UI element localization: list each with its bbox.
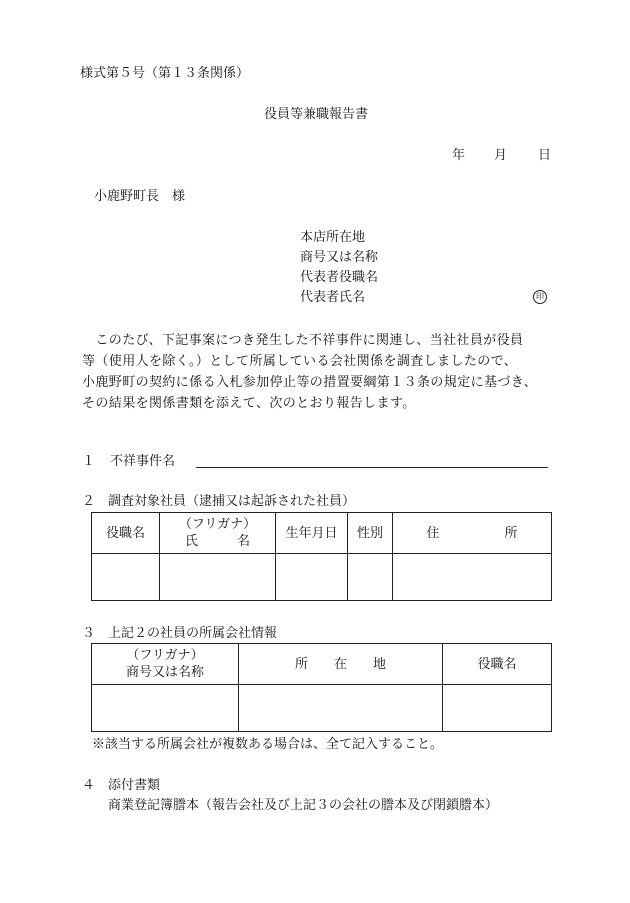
col-trade-name-label: 商号又は名称 bbox=[125, 665, 204, 680]
cell-address[interactable] bbox=[393, 554, 552, 601]
body-line: 小鹿野町の契約に係る入札参加停止等の措置要綱第１３条の規定に基づき、 bbox=[82, 375, 538, 390]
incident-name-line[interactable] bbox=[196, 467, 548, 468]
rep-title-label: 代表者役職名 bbox=[300, 270, 379, 285]
section1-label: 不祥事件名 bbox=[110, 454, 176, 469]
body-line: 等（使用人を除く。）として所属している会社関係を調査しましたので、 bbox=[82, 354, 518, 369]
body-line: このたび、下記事案につき発生した不祥事件に関連し、当社社員が役員 bbox=[82, 333, 524, 348]
col-name bbox=[160, 513, 276, 554]
section4-content: 商業登記簿謄本（報告会社及び上記３の会社の謄本及び閉鎖謄本） bbox=[108, 798, 499, 813]
section3-heading: ３ 上記２の社員の所属会社情報 bbox=[82, 626, 278, 641]
trade-name-label: 商号又は名称 bbox=[300, 250, 379, 265]
col-address: 住 所 bbox=[393, 513, 552, 554]
col-location: 所 在 地 bbox=[239, 644, 443, 685]
col-trade-name bbox=[92, 644, 239, 685]
col-position: 役職名 bbox=[92, 513, 160, 554]
head-office-label: 本店所在地 bbox=[300, 230, 366, 245]
cell-name[interactable] bbox=[160, 554, 276, 601]
col-trade-name-furigana: （フリガナ） bbox=[126, 648, 204, 663]
document-title: 役員等兼職報告書 bbox=[264, 107, 369, 122]
body-line: その結果を関係書類を添えて、次のとおり報告します。 bbox=[82, 396, 416, 411]
col-birthdate: 生年月日 bbox=[276, 513, 348, 554]
report-body bbox=[82, 330, 562, 414]
section4-heading: ４ 添付書類 bbox=[82, 778, 161, 793]
date-day: 日 bbox=[538, 148, 552, 163]
form-number: 様式第５号（第１３条関係） bbox=[80, 66, 250, 81]
cell-birthdate[interactable] bbox=[276, 554, 348, 601]
col-company-position: 役職名 bbox=[443, 644, 552, 685]
col-name-label: 氏 名 bbox=[184, 534, 250, 549]
addressee: 小鹿野町長 様 bbox=[94, 189, 186, 204]
rep-name-label: 代表者氏名 bbox=[300, 290, 366, 305]
section2-heading: ２ 調査対象社員（逮捕又は起訴された社員） bbox=[82, 494, 356, 509]
cell-company-position[interactable] bbox=[443, 685, 552, 732]
cell-position[interactable] bbox=[92, 554, 160, 601]
col-gender: 性別 bbox=[348, 513, 393, 554]
company-table bbox=[91, 643, 552, 732]
cell-gender[interactable] bbox=[348, 554, 393, 601]
cell-trade-name[interactable] bbox=[92, 685, 239, 732]
seal-icon: 印 bbox=[533, 290, 547, 304]
date-month: 月 bbox=[494, 148, 508, 163]
employee-table bbox=[91, 512, 552, 601]
col-name-furigana: （フリガナ） bbox=[178, 517, 257, 532]
section3-note: ※該当する所属会社が複数ある場合は、全て記入すること。 bbox=[92, 737, 444, 752]
section1-number: １ bbox=[82, 454, 96, 469]
cell-location[interactable] bbox=[239, 685, 443, 732]
date-year: 年 bbox=[452, 148, 466, 163]
